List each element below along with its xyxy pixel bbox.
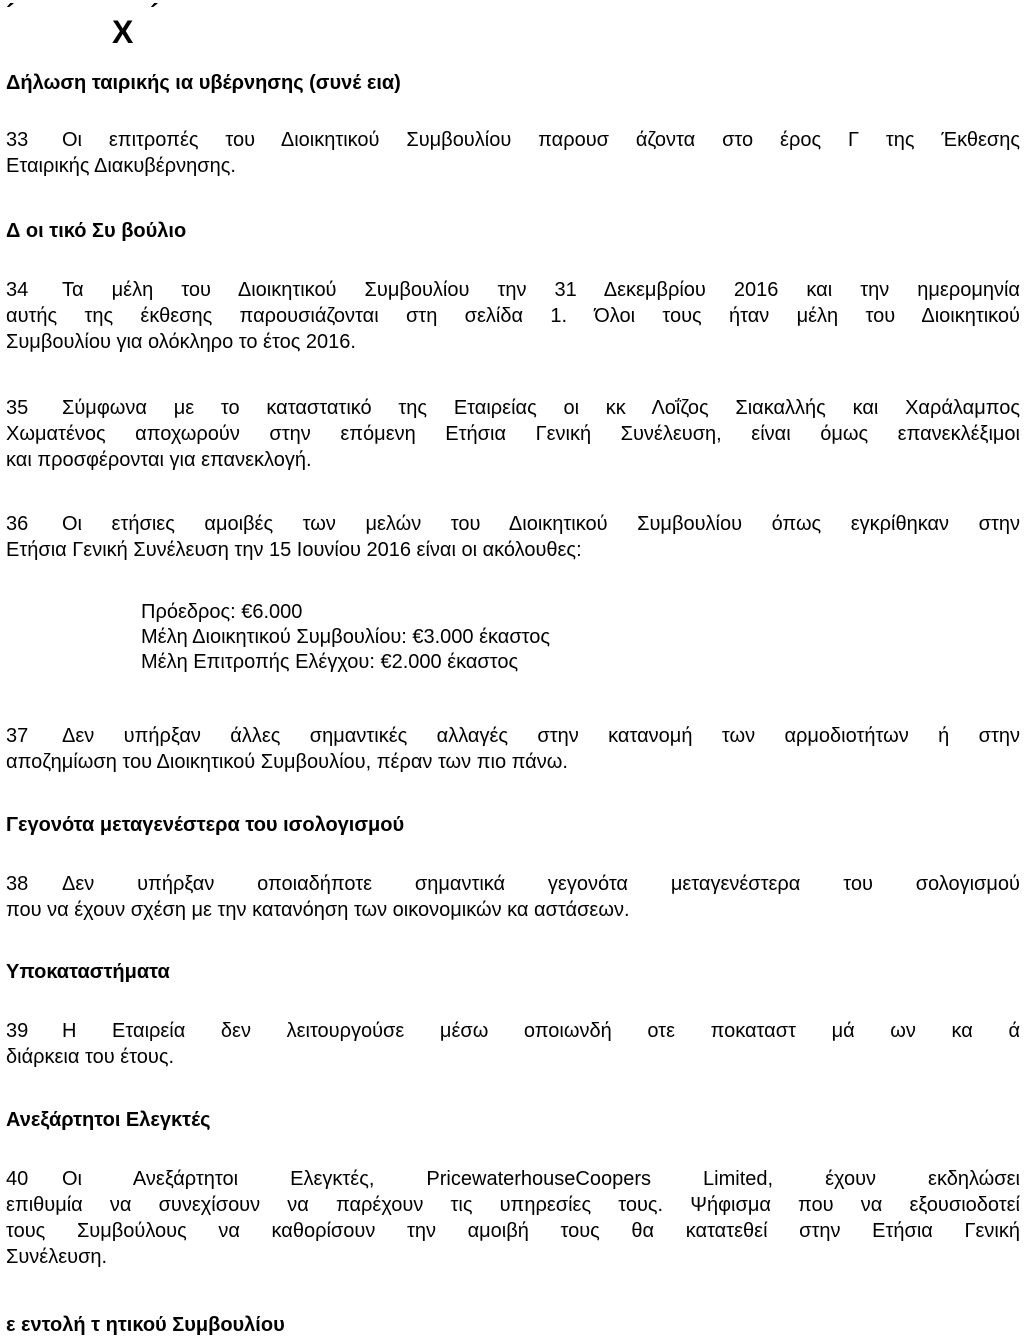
top-tick-left: ´ [6,0,17,28]
paragraph-33 [6,127,1020,179]
paragraph-number: 34 [6,279,29,301]
paragraph-35-line-3: και προσφέρονται για επανεκλογή. [6,449,312,471]
paragraph-number: 38 [6,873,29,895]
paragraph-37 [6,723,1020,775]
paragraph-40-line-1: 40 Οι Ανεξάρτητοι Ελεγκτές, PricewaterhouseCoopers Limited, έχουν εκδηλώσει [6,1168,1020,1190]
paragraph-number: 37 [6,725,29,747]
heading-corporate-governance: Δήλωση ταιρικής ια υβέρνησης (συνέ εια) [6,72,401,94]
paragraph-40 [6,1166,1020,1270]
paragraph-39-line-1: 39 Η Εταιρεία δεν λειτουργούσε μέσω οποιωνδή οτε ποκαταστ μά ων κα ά [6,1020,1020,1042]
paragraph-36-line-2: Ετήσια Γενική Συνέλευση την 15 Ιουνίου 2016 είναι οι ακόλουθες: [6,539,582,561]
paragraph-number: 39 [6,1020,29,1042]
paragraph-38 [6,871,1020,923]
paragraph-37-line-1: 37 Δεν υπήρξαν άλλες σημαντικές αλλαγές στην κατανομή των αρμοδιοτήτων ή στην [6,725,1020,747]
paragraph-number: 40 [6,1168,29,1190]
paragraph-34-line-2: αυτής της έκθεσης παρουσιάζονται στη σελίδα 1. Όλοι τους ήταν μέλη του Διοικητικού [6,305,1020,327]
heading-branches: Υποκαταστήματα [6,961,170,983]
paragraph-38-line-2: που να έχουν σχέση με την κατανόηση των οικονομικών κα αστάσεων. [6,899,630,921]
paragraph-39-line-2: διάρκεια του έτους. [6,1046,175,1068]
heading-board-of-directors: Δ οι τικό Συ βούλιο [6,220,187,242]
paragraph-number: 36 [6,513,29,535]
paragraph-34-line-1: 34 Τα μέλη του Διοικητικού Συμβουλίου την 31 Δεκεμβρίου 2016 και την ημερομηνία [6,279,1020,301]
paragraph-36 [6,511,1020,563]
top-tick-right: ´ [150,0,161,28]
fee-board-members: Μέλη Διοικητικού Συμβουλίου: €3.000 έκαστος [141,626,551,648]
paragraph-number: 33 [6,129,29,151]
heading-board-mandate: ε εντολή τ ητικού Συμβουλίου [6,1314,285,1336]
heading-subsequent-events: Γεγονότα μεταγενέστερα του ισολογισμού [6,814,405,836]
paragraph-40-line-4: Συνέλευση. [6,1246,108,1268]
fee-audit-committee-members: Μέλη Επιτροπής Ελέγχου: €2.000 έκαστος [141,651,519,673]
paragraph-39 [6,1018,1020,1070]
paragraph-40-line-2: επιθυμία να συνεχίσουν να παρέχουν τις υπηρεσίες τους. Ψήφισμα που να εξουσιοδοτεί [6,1194,1020,1216]
paragraph-34 [6,277,1020,355]
paragraph-40-line-3: τους Συμβούλους να καθορίσουν την αμοιβή τους θα κατατεθεί στην Ετήσια Γενική [6,1220,1020,1242]
paragraph-36-line-1: 36 Οι ετήσιες αμοιβές των μελών του Διοικητικού Συμβουλίου όπως εγκρίθηκαν στην [6,513,1020,535]
paragraph-35-line-2: Χωματένος αποχωρούν στην επόμενη Ετήσια Γενική Συνέλευση, είναι όμως επανεκλέξιμοι [6,423,1020,445]
paragraph-34-line-3: Συμβουλίου για ολόκληρο το έτος 2016. [6,331,356,353]
paragraph-number: 35 [6,397,29,419]
fee-chairman: Πρόεδρος: €6.000 [141,601,303,623]
top-letter: X [112,14,136,50]
paragraph-35 [6,395,1020,473]
paragraph-33-line-1: 33 Οι επιτροπές του Διοικητικού Συμβουλίου παρουσ άζοντα στο έρος Γ της Έκθεσης [6,129,1020,151]
board-fees-list [141,600,550,675]
paragraph-33-line-2: Εταιρικής Διακυβέρνησης. [6,155,236,177]
paragraph-35-line-1: 35 Σύμφωνα με το καταστατικό της Εταιρείας οι κκ Λοΐζος Σιακαλλής και Χαράλαμπος [6,397,1020,419]
heading-independent-auditors: Ανεξάρτητοι Ελεγκτές [6,1109,211,1131]
paragraph-38-line-1: 38 Δεν υπήρξαν οποιαδήποτε σημαντικά γεγονότα μεταγενέστερα του σολογισμού [6,873,1020,895]
paragraph-37-line-2: αποζημίωση του Διοικητικού Συμβουλίου, πέραν των πιο πάνω. [6,751,568,773]
